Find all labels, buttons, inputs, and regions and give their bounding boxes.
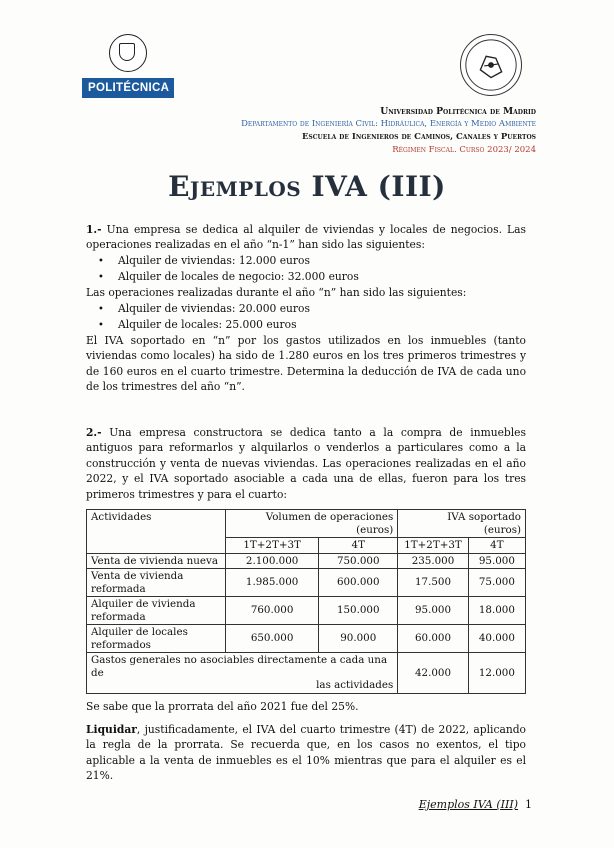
cell-vol-123: 1.985.000 xyxy=(226,569,319,597)
cell-iva-123: 17.500 xyxy=(398,569,468,597)
list-item: • Alquiler de viviendas: 12.000 euros xyxy=(98,254,310,267)
ex1-intro-text: Una empresa se dedica al alquiler de viviendas y locales de negocios. Las operaciones realizadas en el año “n-1” han sido las siguientes: xyxy=(86,223,526,252)
cell-vol-4: 600.000 xyxy=(319,569,398,597)
cell-activity: Alquiler de locales reformados xyxy=(87,625,226,653)
school-name: Escuela de Ingenieros de Caminos, Canales y Puertos xyxy=(301,132,536,142)
list-item-text: Alquiler de locales de negocio: 32.000 euros xyxy=(118,270,359,283)
sub-q4: 4T xyxy=(468,538,525,554)
table-row xyxy=(87,597,526,625)
ex2-intro-text: Una empresa constructora se dedica tanto a la compra de inmuebles antiguos para reformarlos y alquilarlos o venderlos a particulares como a la construcción y venta de nuevas viviendas. Las operaciones realizadas en el año 2022, y el IVA soportado asociable a cada una de ellas, fueron para los tres primeros trimestres y para el cuarto: xyxy=(86,426,526,501)
cell-iva-4: 12.000 xyxy=(468,653,525,694)
school-seal-icon xyxy=(460,34,522,96)
cell-iva-123: 95.000 xyxy=(398,597,468,625)
politecnica-band: POLITÉCNICA xyxy=(82,78,174,98)
cell-iva-123: 235.000 xyxy=(398,553,468,569)
list-item-text: Alquiler de viviendas: 12.000 euros xyxy=(118,254,310,267)
list-item: • Alquiler de locales de negocio: 32.000 euros xyxy=(98,270,359,283)
col-volume xyxy=(226,510,398,538)
cell-vol-123: 650.000 xyxy=(226,625,319,653)
col-iva-unit: (euros) xyxy=(483,523,521,536)
page-footer xyxy=(419,798,532,811)
sub-q123: 1T+2T+3T xyxy=(226,538,319,554)
ex2-intro xyxy=(86,425,526,502)
ex1-number: 1.- xyxy=(86,223,102,236)
col-iva-label: IVA soportado xyxy=(447,511,521,523)
cell-activity: Venta de vivienda nueva xyxy=(87,553,226,569)
course-label: Régimen Fiscal. Curso 2023/ 2024 xyxy=(392,145,536,155)
department-name: Departamento de Ingeniería Civil: Hidráulica, Energía y Medio Ambiente xyxy=(241,119,536,129)
list-item: • Alquiler de viviendas: 20.000 euros xyxy=(98,302,310,315)
cell-vol-123: 2.100.000 xyxy=(226,553,319,569)
ex1-mid: Las operaciones realizadas durante el año “n” han sido las siguientes: xyxy=(86,286,467,299)
list-item-text: Alquiler de viviendas: 20.000 euros xyxy=(118,302,310,315)
footer-label: Ejemplos IVA (III) xyxy=(418,798,518,811)
table-row-general xyxy=(87,653,526,694)
sub-q4: 4T xyxy=(319,538,398,554)
col-activity: Actividades xyxy=(87,510,226,554)
cell-general-label xyxy=(87,653,398,694)
col-volume-unit: (euros) xyxy=(356,523,394,536)
university-name: Universidad Politécnica de Madrid xyxy=(380,106,536,117)
cell-vol-4: 750.000 xyxy=(319,553,398,569)
cell-iva-4: 40.000 xyxy=(468,625,525,653)
col-iva xyxy=(398,510,526,538)
page-number: 1 xyxy=(525,798,532,811)
cell-vol-4: 150.000 xyxy=(319,597,398,625)
list-item-text: Alquiler de locales: 25.000 euros xyxy=(118,318,297,331)
upm-logo xyxy=(82,34,174,98)
table-row xyxy=(87,569,526,597)
col-volume-label: Volumen de operaciones xyxy=(265,511,394,523)
upm-seal-icon xyxy=(109,34,147,72)
cell-activity: Venta de vivienda reformada xyxy=(87,569,226,597)
cell-vol-123: 760.000 xyxy=(226,597,319,625)
activities-table xyxy=(86,509,526,694)
general-label-line1: Gastos generales no asociables directamente a cada una de xyxy=(91,654,388,679)
sub-q123: 1T+2T+3T xyxy=(398,538,468,554)
ex1-intro xyxy=(86,222,526,253)
general-label-line2: las actividades xyxy=(316,679,394,691)
ex2-number: 2.- xyxy=(86,426,102,439)
task-rest: , justificadamente, el IVA del cuarto trimestre (4T) de 2022, aplicando la regla de la prorrata. Se recuerda que, en los casos no exentos, el tipo aplicable a la venta de inmuebles es el 10% mientras que para el alquiler es el 21%. xyxy=(86,723,526,783)
list-item: • Alquiler de locales: 25.000 euros xyxy=(98,318,297,331)
cell-activity: Alquiler de vivienda reformada xyxy=(87,597,226,625)
cell-iva-4: 18.000 xyxy=(468,597,525,625)
cell-vol-4: 90.000 xyxy=(319,625,398,653)
prorrata-note: Se sabe que la prorrata del año 2021 fue del 25%. xyxy=(86,700,359,713)
table-row xyxy=(87,553,526,569)
cell-iva-123: 60.000 xyxy=(398,625,468,653)
cell-iva-4: 95.000 xyxy=(468,553,525,569)
page-title: Ejemplos IVA (III) xyxy=(168,170,446,203)
task-text xyxy=(86,722,526,784)
ex1-closing: El IVA soportado en “n” por los gastos utilizados en los inmuebles (tanto viviendas como locales) ha sido de 1.280 euros en los tres primeros trimestres y de 160 euros en el cuarto trimestre. Determina la deducción de IVA de cada uno de los trimestres del año “n”. xyxy=(86,334,526,394)
cell-iva-4: 75.000 xyxy=(468,569,525,597)
task-bold: Liquidar xyxy=(86,723,137,736)
table-row xyxy=(87,625,526,653)
table-header-row xyxy=(87,510,526,538)
cell-iva-123: 42.000 xyxy=(398,653,468,694)
